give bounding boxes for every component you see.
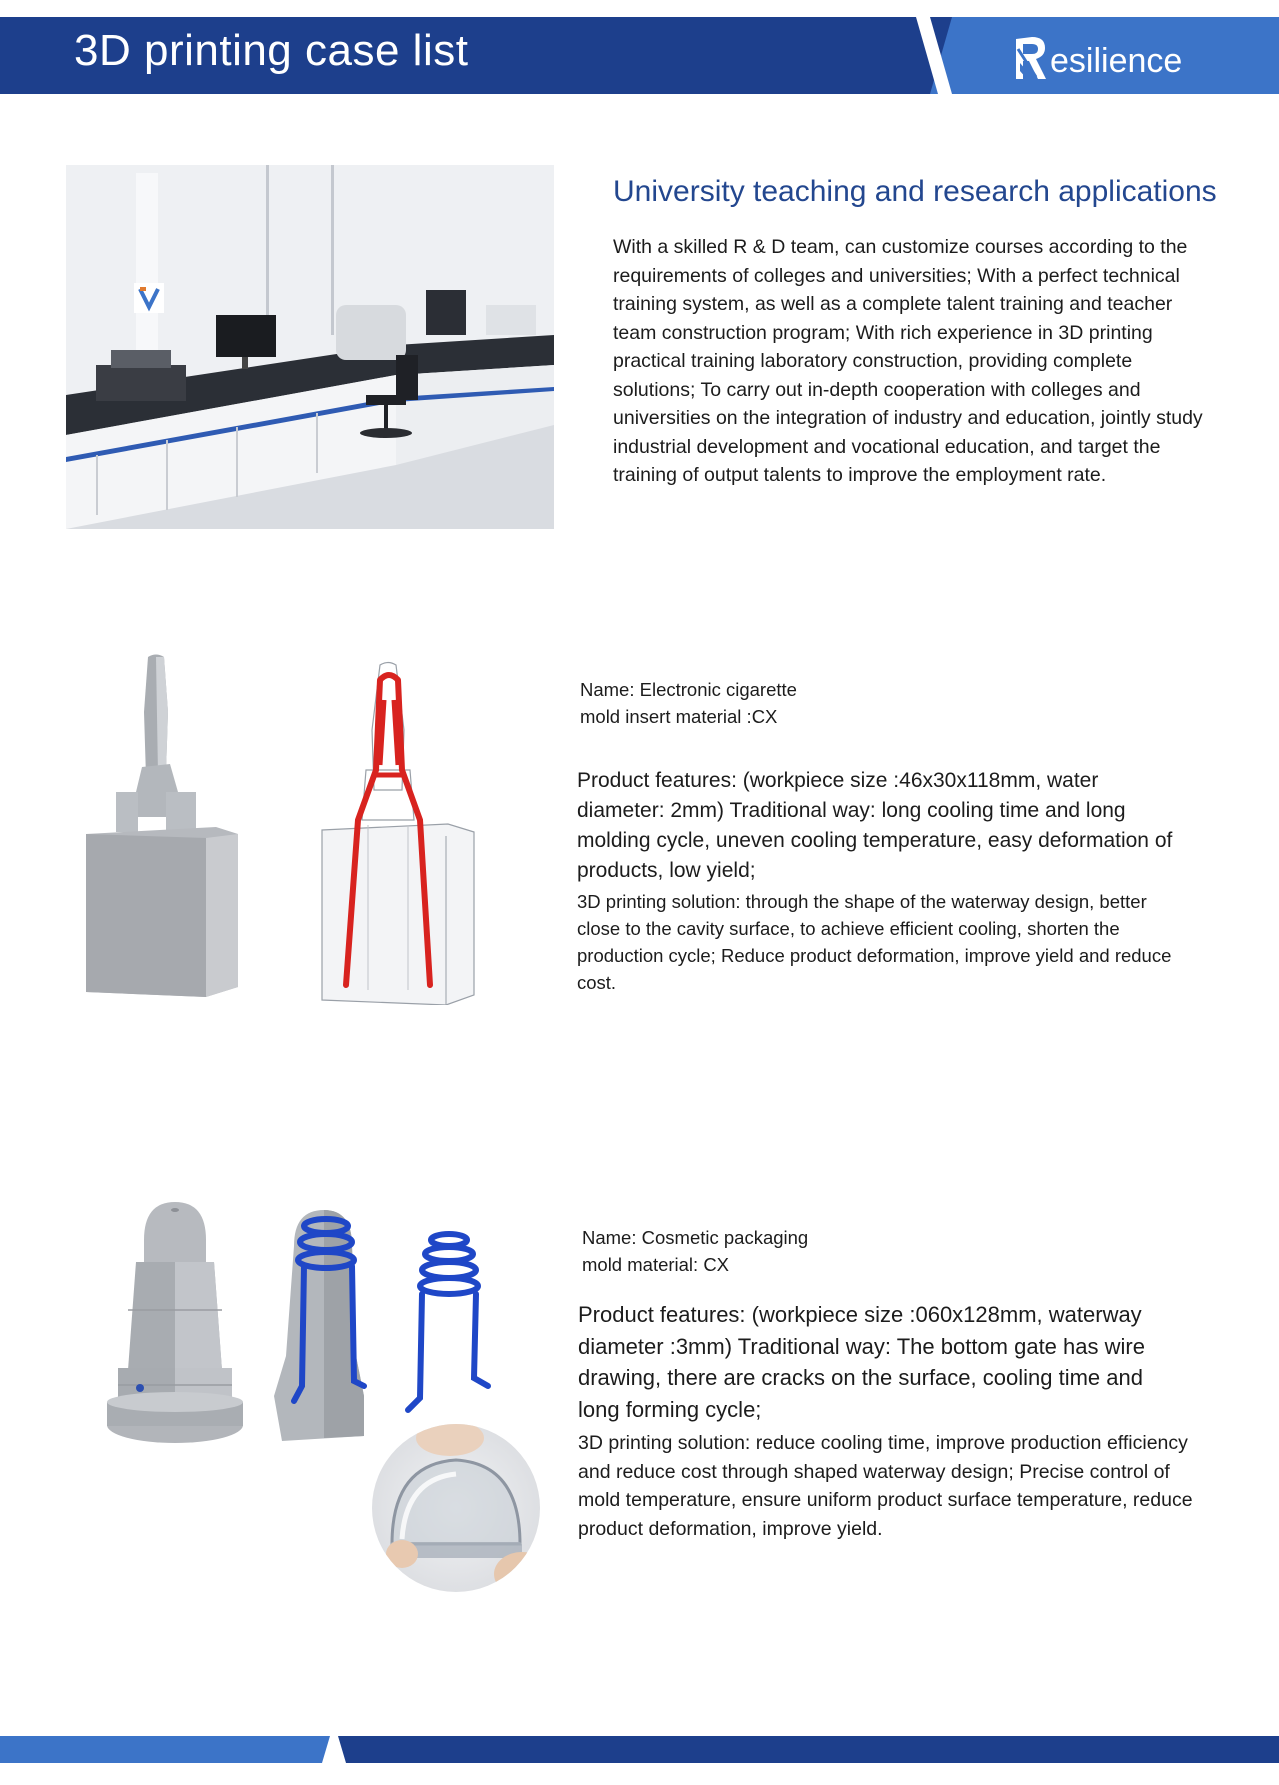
section2-solution: 3D printing solution: through the shape of the waterway design, better close to the cavity surface, to achieve efficient cooling, shorten the production cycle; Reduce product deformation, improve yield and reduce cost. <box>577 891 1172 993</box>
section2-name-line2: mold insert material :CX <box>580 706 778 727</box>
section3-name-line1: Name: Cosmetic packaging <box>582 1227 809 1248</box>
footer-bar-dark <box>338 1736 1279 1763</box>
section2-name-line1: Name: Electronic cigarette <box>580 679 797 700</box>
section2-features: Product features: (workpiece size :46x30x118mm, water diameter: 2mm) Traditional way: long cooling time and long molding cycle, uneven cooling temperature, easy deformation of products, low yield; <box>577 769 1173 882</box>
cosmetic-mold-cutaway-render <box>264 1206 376 1446</box>
ecig-waterway-transparent-render <box>318 660 478 1005</box>
section2-name <box>580 676 797 730</box>
resilience-logo-icon <box>1012 33 1050 83</box>
page-title: 3D printing case list <box>74 26 469 75</box>
footer-bar-light <box>0 1736 330 1763</box>
section1-heading: University teaching and research applications <box>613 175 1217 208</box>
brand-logo <box>1012 31 1182 83</box>
cosmetic-product-photo <box>372 1424 540 1592</box>
cosmetic-mold-render <box>104 1200 246 1448</box>
section3-solution: 3D printing solution: reduce cooling time, improve production efficiency and reduce cost through shaped waterway design; Precise control of mold temperature, ensure uniform product surface temperature, reduce product deformation, improve yield. <box>578 1432 1193 1540</box>
section3-name <box>582 1224 808 1278</box>
section1-body: With a skilled R & D team, can customize courses according to the requirements of colleges and universities; With a perfect technical training system, as well as a complete talent training and teacher team construction program; With rich experience in 3D printing practical training laboratory construction, providing complete solutions; To carry out in-depth cooperation with colleges and universities on the integration of industry and education, jointly study industrial development and vocational education, and target the training of output talents to improve the employment rate. <box>613 236 1203 486</box>
section3-name-line2: mold material: CX <box>582 1254 730 1275</box>
cosmetic-waterway-coil-render <box>404 1228 494 1418</box>
laboratory-photo <box>66 165 554 529</box>
ecig-mold-insert-render <box>86 652 238 997</box>
logo-wordmark: esilience <box>1050 42 1183 80</box>
section3-features: Product features: (workpiece size :060x128mm, waterway diameter :3mm) Traditional way: The bottom gate has wire drawing, there are cracks on the surface, cooling time and long forming cycle; <box>578 1302 1145 1422</box>
